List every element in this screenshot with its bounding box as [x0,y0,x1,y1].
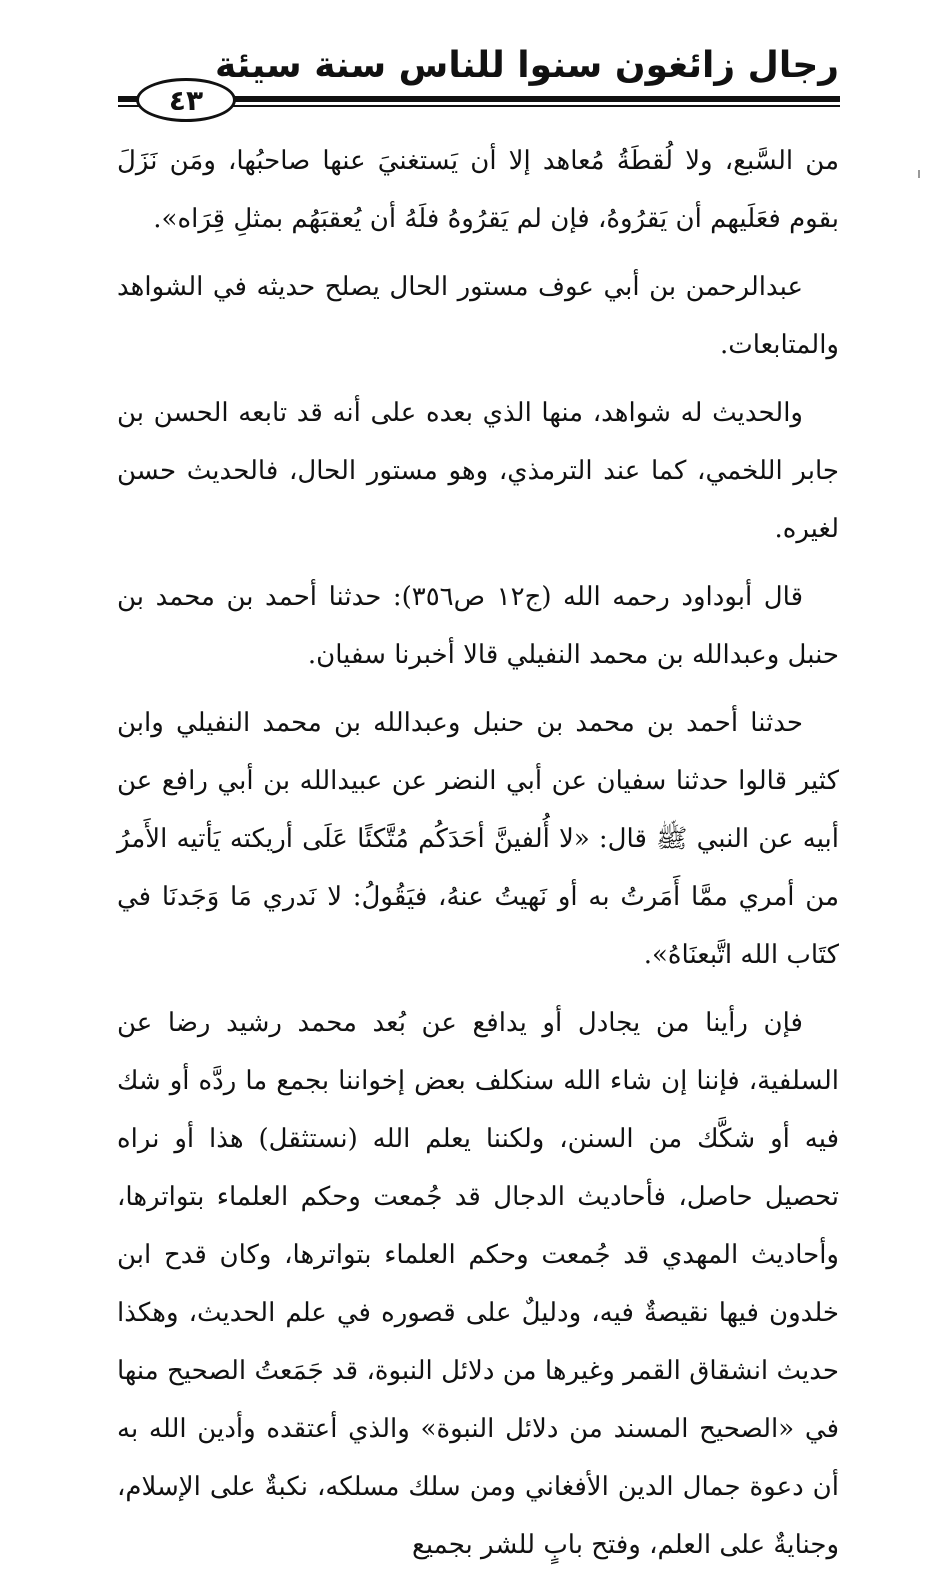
paragraph-abu-dawud-chain: قال أبوداود رحمه الله (ج١٢ ص٣٥٦): حدثنا أحمد بن محمد بن حنبل وعبدالله بن محمد النفيلي قالا أخبرنا سفيان. [117,582,839,670]
paragraph-witnesses: والحديث له شواهد، منها الذي بعده على أنه قد تابعه الحسن بن جابر اللخمي، كما عند الترمذي، وهو مستور الحال، فالحديث حسن لغيره. [117,398,839,544]
scan-mark [918,170,920,178]
page-body [117,132,839,1584]
page-number: ٤٣ [136,78,236,122]
paragraph-hadith-continuation: من السَّبع، ولا لُقطَةُ مُعاهد إلا أن يَستغنيَ عنها صاحبُها، ومَن نَزَلَ بقوم فعَلَيهم أن يَقرُوهُ، فإن لم يَقرُوهُ فلَهُ أن يُعقبَهُم بمثلِ قِرَاه». [117,146,840,234]
paragraph-narrator-note: عبدالرحمن بن أبي عوف مستور الحال يصلح حديثه في الشواهد والمتابعات. [117,272,839,360]
paragraph-hadith-text: حدثنا أحمد بن محمد بن حنبل وعبدالله بن محمد النفيلي وابن كثير قالوا حدثنا سفيان عن أبي النضر عن عبيدالله بن أبي رافع عن أبيه عن النبي ﷺ قال: «لا أُلفينَّ أحَدَكُم مُتَّكئًا عَلَى أريكته يَأتيه الأَمرُ من أمري ممَّا أَمَرتُ به أو نَهيتُ عنهُ، فيَقُولُ: لا نَدري مَا وَجَدنَا في كتَاب الله اتَّبعنَاهُ». [117,708,839,970]
running-header-title: رجال زائغون سنوا للناس سنة سيئة [215,45,839,86]
paragraph-commentary: فإن رأينا من يجادل أو يدافع عن بُعد محمد رشيد رضا عن السلفية، فإننا إن شاء الله سنكلف بعض إخواننا بجمع ما ردَّه أو شك فيه أو شكَّك من السنن، ولكننا يعلم الله (نستثقل) هذا أو نراه تحصيل حاصل، فأحاديث الدجال قد جُمعت وحكم العلماء بتواترها، وأحاديث المهدي قد جُمعت وحكم العلماء بتواترها، وكان قدح ابن خلدون فيها نقيصةٌ فيه، ودليلٌ على قصوره في علم الحديث، وهكذا حديث انشقاق القمر وغيرها من دلائل النبوة، قد جَمَعتُ الصحيح منها في «الصحيح المسند من دلائل النبوة» والذي أعتقده وأدين الله به أن دعوة جمال الدين الأفغاني ومن سلك مسلكه، نكبةٌ على الإسلام، وجنايةٌ على العلم، وفتح بابٍ للشر بجميع [117,1008,839,1560]
